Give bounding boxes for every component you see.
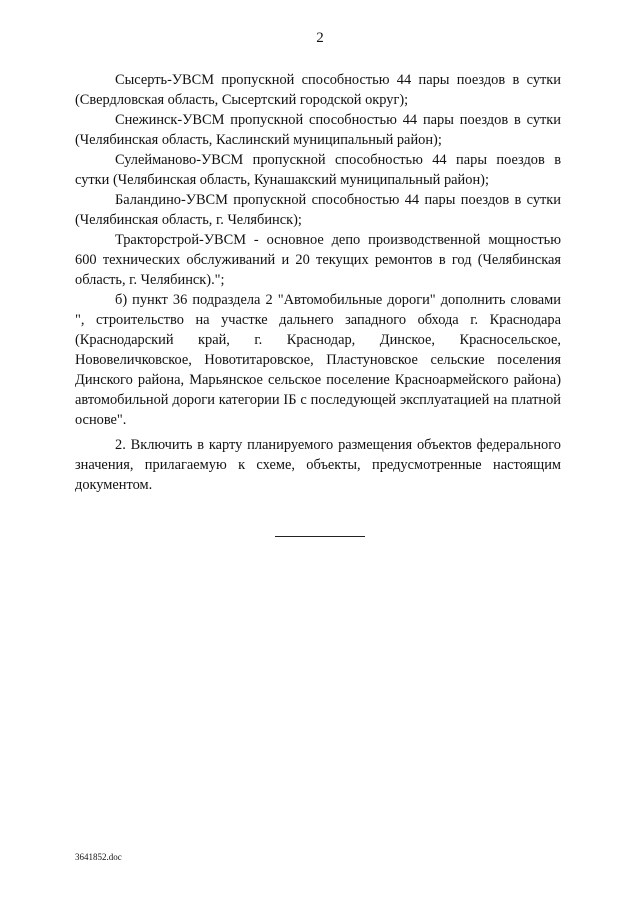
document-file-id: 3641852.doc (75, 852, 122, 862)
paragraph-suleymanovo: Сулейманово-УВСМ пропускной способностью 44 пары поездов в сутки (Челябинская область, Кунашакский муниципальный район); (75, 152, 561, 188)
paragraph-sysert: Сысерть-УВСМ пропускной способностью 44 пары поездов в сутки (Свердловская область, Сысертский городской округ); (75, 72, 561, 108)
document-body (75, 70, 561, 495)
paragraph-item-b: б) пункт 36 подраздела 2 "Автомобильные дороги" дополнить словами ", строительство на участке дальнего западного обхода г. Краснодара (Краснодарский край, г. Краснодар, Динское, Красносельское, Нововеличковское, Новотитаровское, Пластуновское сельские поселения Динского района, Марьянское сельское поселение Красноармейского района) автомобильной дороги категории IБ с последующей эксплуатацией на платной основе". (75, 292, 561, 428)
paragraph-snezhinsk: Снежинск-УВСМ пропускной способностью 44 пары поездов в сутки (Челябинская область, Каслинский муниципальный район); (75, 112, 561, 148)
separator-line (275, 536, 365, 537)
paragraph-traktorstroy: Тракторстрой-УВСМ - основное депо производственной мощностью 600 технических обслуживаний и 20 текущих ремонтов в год (Челябинская область, г. Челябинск)."; (75, 232, 561, 288)
paragraph-balandino: Баландино-УВСМ пропускной способностью 44 пары поездов в сутки (Челябинская область, г. Челябинск); (75, 192, 561, 228)
page-number: 2 (316, 30, 324, 46)
paragraph-item-2: 2. Включить в карту планируемого размещения объектов федерального значения, прилагаемую к схеме, объекты, предусмотренные настоящим документом. (75, 437, 561, 493)
